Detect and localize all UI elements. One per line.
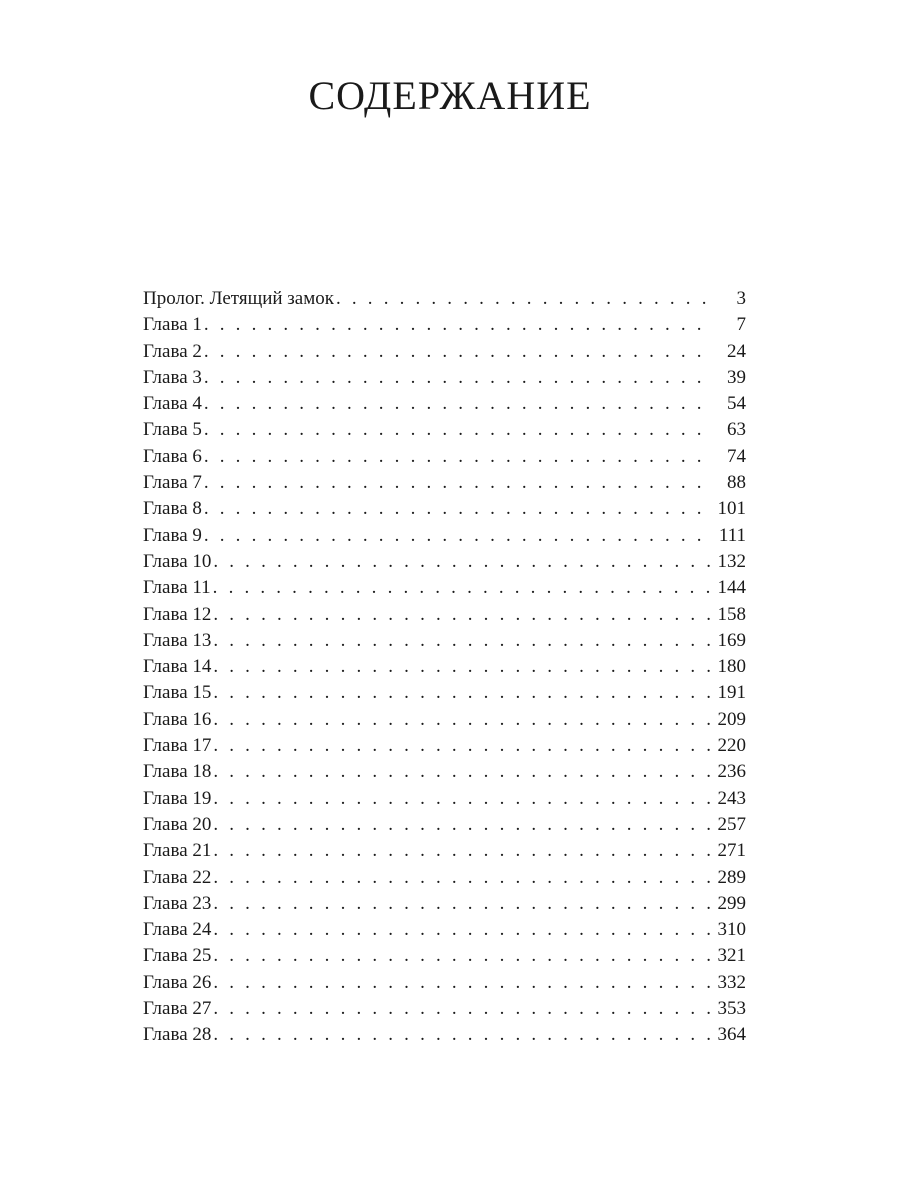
dot-leader bbox=[213, 996, 710, 1022]
dot-leader bbox=[204, 470, 710, 496]
toc-entry-title: Глава 15 bbox=[143, 682, 212, 704]
toc-entry-title: Глава 8 bbox=[143, 498, 202, 520]
dot-leader bbox=[213, 654, 710, 680]
dot-leader bbox=[213, 628, 710, 654]
toc-entry-page: 63 bbox=[727, 419, 746, 441]
dot-leader bbox=[204, 496, 710, 522]
toc-entry-page: 74 bbox=[727, 445, 746, 467]
dot-leader bbox=[213, 759, 710, 785]
dot-leader bbox=[204, 523, 710, 549]
toc-entry[interactable] bbox=[143, 549, 746, 575]
toc-entry-page: 243 bbox=[717, 787, 746, 809]
toc-entry[interactable] bbox=[143, 444, 746, 470]
toc-entry-title: Пролог. Летящий замок bbox=[143, 288, 334, 309]
toc-entry-page: 24 bbox=[727, 340, 746, 362]
toc-entry-title: Глава 16 bbox=[143, 708, 212, 730]
dot-leader bbox=[213, 1022, 710, 1048]
toc-entry[interactable] bbox=[143, 312, 746, 338]
dot-leader bbox=[213, 786, 710, 812]
toc-entry-title: Глава 7 bbox=[143, 472, 202, 494]
toc-entry[interactable] bbox=[143, 759, 746, 785]
toc-entry-page: 220 bbox=[717, 735, 746, 757]
toc-entry-page: 54 bbox=[727, 393, 746, 415]
toc-entry-page: 7 bbox=[736, 314, 746, 336]
dot-leader bbox=[213, 733, 710, 759]
dot-leader bbox=[204, 391, 710, 417]
toc-entry-title: Глава 20 bbox=[143, 813, 212, 835]
dot-leader bbox=[213, 891, 710, 917]
toc-entry-title: Глава 5 bbox=[143, 419, 202, 441]
toc-entry-page: 299 bbox=[717, 892, 746, 914]
toc-entry-title: Глава 6 bbox=[143, 445, 202, 467]
toc-entry[interactable] bbox=[143, 970, 746, 996]
toc-entry-page: 236 bbox=[717, 761, 746, 783]
toc-entry[interactable] bbox=[143, 365, 746, 391]
toc-entry[interactable] bbox=[143, 786, 746, 812]
toc-entry[interactable] bbox=[143, 286, 746, 312]
toc-entry-title: Глава 18 bbox=[143, 761, 212, 783]
toc-entry[interactable] bbox=[143, 575, 746, 601]
toc-entry-title: Глава 4 bbox=[143, 393, 202, 415]
dot-leader bbox=[204, 339, 710, 365]
dot-leader bbox=[204, 312, 710, 338]
toc-entry[interactable] bbox=[143, 1022, 746, 1048]
dot-leader bbox=[213, 812, 710, 838]
toc-entry[interactable] bbox=[143, 996, 746, 1022]
toc-entry-title: Глава 19 bbox=[143, 787, 212, 809]
dot-leader bbox=[213, 602, 710, 628]
toc-entry-title: Глава 11 bbox=[143, 577, 211, 599]
dot-leader bbox=[213, 943, 710, 969]
toc-entry[interactable] bbox=[143, 943, 746, 969]
toc-entry-page: 169 bbox=[717, 629, 746, 651]
toc-entry-page: 88 bbox=[727, 472, 746, 494]
toc-entry-title: Глава 9 bbox=[143, 524, 202, 546]
toc-entry-page: 310 bbox=[717, 919, 746, 941]
dot-leader bbox=[213, 865, 710, 891]
toc-entry-page: 158 bbox=[717, 603, 746, 625]
toc-entry[interactable] bbox=[143, 838, 746, 864]
toc-entry[interactable] bbox=[143, 707, 746, 733]
toc-entry[interactable] bbox=[143, 865, 746, 891]
dot-leader bbox=[213, 970, 710, 996]
toc-entry[interactable] bbox=[143, 917, 746, 943]
toc-entry-title: Глава 13 bbox=[143, 629, 212, 651]
toc-entry[interactable] bbox=[143, 733, 746, 759]
toc-entry-page: 191 bbox=[717, 682, 746, 704]
toc-entry[interactable] bbox=[143, 654, 746, 680]
toc-entry-title: Глава 23 bbox=[143, 892, 212, 914]
toc-entry-title: Глава 17 bbox=[143, 735, 212, 757]
dot-leader bbox=[213, 680, 710, 706]
toc-entry-title: Глава 1 bbox=[143, 314, 202, 336]
toc-entry[interactable] bbox=[143, 812, 746, 838]
toc-entry[interactable] bbox=[143, 523, 746, 549]
toc-entry-page: 39 bbox=[727, 366, 746, 388]
toc-entry[interactable] bbox=[143, 417, 746, 443]
toc-entry-title: Глава 14 bbox=[143, 656, 212, 678]
toc-entry[interactable] bbox=[143, 628, 746, 654]
toc-entry-title: Глава 3 bbox=[143, 366, 202, 388]
toc-entry[interactable] bbox=[143, 891, 746, 917]
dot-leader bbox=[213, 707, 710, 733]
toc-entry-title: Глава 22 bbox=[143, 866, 212, 888]
toc-entry-page: 3 bbox=[736, 288, 746, 309]
toc-entry-page: 257 bbox=[717, 813, 746, 835]
toc-entry[interactable] bbox=[143, 680, 746, 706]
toc-entry-page: 353 bbox=[717, 998, 746, 1020]
toc-entry-title: Глава 12 bbox=[143, 603, 212, 625]
dot-leader bbox=[336, 286, 710, 312]
dot-leader bbox=[213, 575, 710, 601]
toc-entry-title: Глава 25 bbox=[143, 945, 212, 967]
toc-entry-title: Глава 27 bbox=[143, 998, 212, 1020]
toc-entry-title: Глава 2 bbox=[143, 340, 202, 362]
toc-entry[interactable] bbox=[143, 391, 746, 417]
dot-leader bbox=[213, 549, 710, 575]
dot-leader bbox=[204, 365, 710, 391]
toc-entry-page: 180 bbox=[717, 656, 746, 678]
page-title: СОДЕРЖАНИЕ bbox=[308, 73, 592, 118]
toc-entry[interactable] bbox=[143, 602, 746, 628]
toc-entry-page: 209 bbox=[717, 708, 746, 730]
toc-entry-page: 271 bbox=[717, 840, 746, 862]
toc-entry-page: 332 bbox=[717, 971, 746, 993]
toc-entry-page: 289 bbox=[717, 866, 746, 888]
dot-leader bbox=[213, 838, 710, 864]
toc-entry[interactable] bbox=[143, 339, 746, 365]
toc-entry-page: 144 bbox=[717, 577, 746, 599]
dot-leader bbox=[204, 417, 710, 443]
toc-entry-page: 132 bbox=[717, 550, 746, 572]
toc-entry-title: Глава 28 bbox=[143, 1024, 212, 1046]
toc-entry[interactable] bbox=[143, 496, 746, 522]
dot-leader bbox=[213, 917, 710, 943]
toc-entry-page: 101 bbox=[717, 498, 746, 520]
toc-entry-title: Глава 26 bbox=[143, 971, 212, 993]
toc-entry-title: Глава 10 bbox=[143, 550, 212, 572]
toc-entry-page: 321 bbox=[717, 945, 746, 967]
toc-entry-title: Глава 21 bbox=[143, 840, 212, 862]
table-of-contents bbox=[143, 286, 746, 1049]
dot-leader bbox=[204, 444, 710, 470]
toc-entry-page: 364 bbox=[717, 1024, 746, 1046]
toc-entry[interactable] bbox=[143, 470, 746, 496]
toc-entry-title: Глава 24 bbox=[143, 919, 212, 941]
toc-entry-page: 111 bbox=[718, 524, 746, 546]
